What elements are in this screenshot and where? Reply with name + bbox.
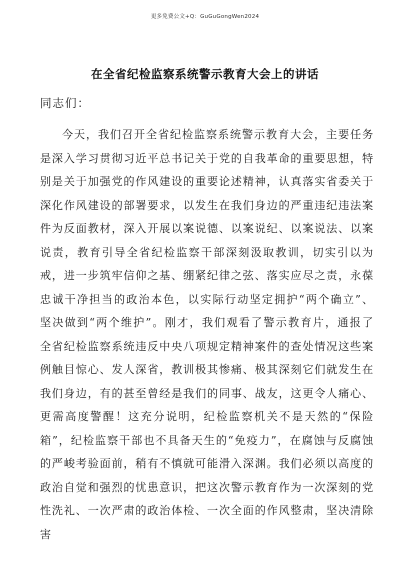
salutation: 同志们： (40, 96, 90, 110)
document-title: 在全省纪检监察系统警示教育大会上的讲话 (91, 67, 319, 81)
header-note: 更多免费公文+Q：GuGuGongWen2024 (150, 14, 260, 20)
body-paragraph: 今天，我们召开全省纪检监察系统警示教育大会，主要任务是深入学习贯彻习近平总书记关于党的自我革命的重要思想，特别是关于加强党的作风建设的重要论述精神，认真落实省委关于深化作风建设的部署要求，以发生在我们身边的严重违纪违法案件为反面教材，深入开展以案说德、以案说纪、以案说法、以案说责，教育引导全省纪检监察干部深刻汲取教训，切实引以为戒，进一步筑牢信仰之基、绷紧纪律之弦、落实应尽之责，永葆忠诚干净担当的政治本色，以实际行动坚定拥护“两个确立”、坚决做到“两个维护”。刚才，我们观看了警示教育片，通报了全省纪检监察系统违反中央八项规定精神案件的查处情况这些案例触目惊心、发人深省，教训极其惨痛、极其深刻它们就发生在我们身边，有的甚至曾经是我们的同事、战友，这更令人痛心、更需高度警醒！这充分说明，纪检监察机关不是天然的“保险箱”，纪检监察干部也不具备天生的“免疫力”，在腐蚀与反腐蚀的严峻考验面前，稍有不慎就可能滑入深渊。我们必须以高度的政治自觉和强烈的忧患意识，把这次警示教育作为一次深刻的党性洗礼、一次严肃的政治体检、一次全面的作风整肃，坚决清除害 (40, 128, 374, 541)
